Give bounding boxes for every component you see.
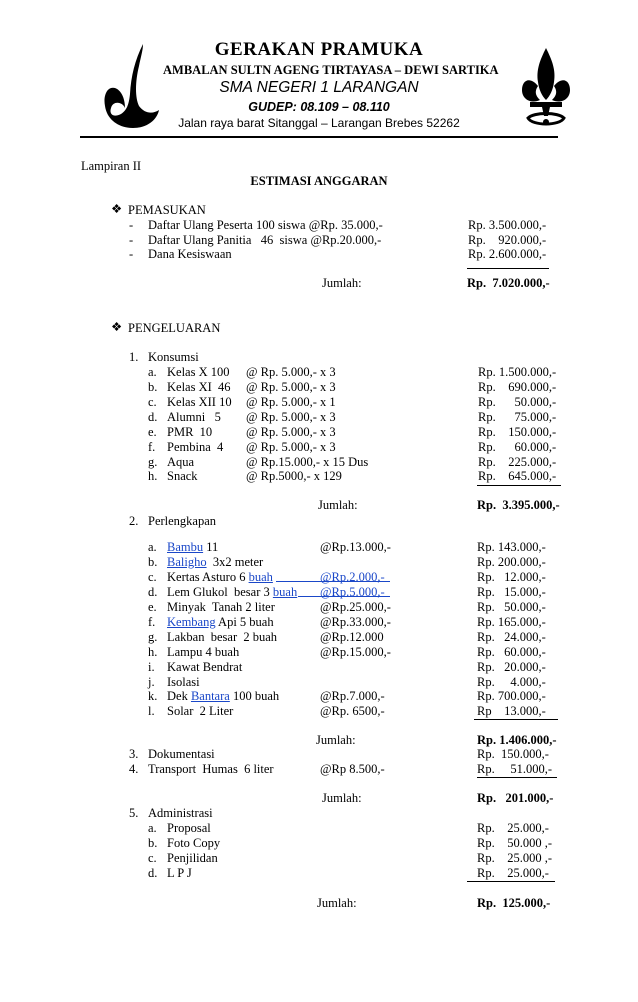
dash-marker: - [129,218,134,232]
sum-line [467,268,549,269]
item-letter: l. [148,704,155,718]
item-link[interactable]: Bantara [190,689,230,703]
item-name: PMR 10 [167,425,213,439]
item-name: Foto Copy [167,836,221,850]
pemasukan-heading: PEMASUKAN [128,203,206,217]
item-link[interactable]: buah [272,585,298,599]
item-link[interactable]: Baligho [167,555,207,569]
income-item-amount: Rp. 920.000,- [468,233,547,247]
gudep-number: GUDEP: 08.109 – 08.110 [248,100,390,114]
section-number: 4. [129,762,139,776]
item-letter: k. [148,689,158,703]
item-letter: e. [148,600,157,614]
item-price: @Rp.7.000,- [320,689,385,703]
section-title-administrasi: Administrasi [148,806,213,820]
item-letter: d. [148,866,158,880]
income-item-desc: Daftar Ulang Panitia 46 siswa @Rp.20.000,- [148,233,382,247]
item-amount: Rp. 60.000,- [477,645,546,659]
item-name: Kelas X 100 [167,365,230,379]
income-item-amount: Rp. 3.500.000,- [468,218,547,232]
item-amount: Rp. 12.000,- [477,570,546,584]
ambalan-name: AMBALAN SULTN AGENG TIRTAYASA – DEWI SARTIKA [163,63,499,77]
item-link[interactable]: buah [248,570,273,584]
item-amount: Rp. 50.000 ,- [477,836,552,850]
item-name: Pembina 4 [167,440,224,454]
item-link[interactable]: Kembang [167,615,216,629]
lampiran-label: Lampiran II [81,159,142,173]
income-item-desc: Daftar Ulang Peserta 100 siswa @Rp. 35.000,- [148,218,383,232]
income-item-amount: Rp. 2.600.000,- [468,247,547,261]
jumlah-label: Jumlah: [317,896,357,910]
item-amount: Rp. 200.000,- [477,555,546,569]
item-letter: a. [148,365,157,379]
perlengkapan-total: Rp. 1.406.000,- [477,733,557,747]
item-name [167,570,273,585]
jumlah-label: Jumlah: [322,276,362,290]
sum-line [477,485,561,486]
section-title-perlengkapan: Perlengkapan [148,514,217,528]
item-amount: Rp. 50.000,- [477,600,546,614]
header-divider [80,136,558,138]
item-name: Solar 2 Liter [167,704,234,718]
item-amount: Rp. 143.000,- [477,540,546,554]
item-name: Kawat Bendrat [167,660,243,674]
dok-transport-total: Rp. 201.000,- [477,791,554,805]
item-name: Alumni 5 [167,410,221,424]
item-name [167,555,263,570]
item-name: Snack [167,469,198,483]
income-item-desc: Dana Kesiswaan [148,247,232,261]
item-name: Aqua [167,455,195,469]
jumlah-label: Jumlah: [322,791,362,805]
section-number: 5. [129,806,139,820]
document-title: ESTIMASI ANGGARAN [250,174,388,188]
item-name: Kelas XII 10 [167,395,232,409]
item-price: @ Rp. 5.000,- x 1 [246,395,336,409]
dash-marker: - [129,233,134,247]
item-name-rest: 100 buah [229,689,280,703]
item-letter: f. [148,440,156,454]
item-name: Lampu 4 buah [167,645,240,659]
school-name: SMA NEGERI 1 LARANGAN [219,79,419,96]
item-letter: a. [148,821,157,835]
item-name: Isolasi [167,675,200,689]
item-name [167,689,279,704]
item-letter: b. [148,836,158,850]
item-name-rest: 3x2 meter [206,555,264,569]
konsumsi-total: Rp. 3.395.000,- [477,498,560,512]
item-letter: g. [148,630,158,644]
item-price: @ Rp. 5.000,- x 3 [246,380,336,394]
item-price: @ Rp. 5.000,- x 3 [246,425,336,439]
administrasi-total: Rp. 125.000,- [477,896,551,910]
income-total: Rp. 7.020.000,- [467,276,550,290]
item-name: L P J [167,866,192,880]
sum-line [474,719,558,720]
item-name: Proposal [167,821,211,835]
item-amount: Rp. 690.000,- [478,380,557,394]
item-name [167,615,274,630]
item-link[interactable]: Bambu [167,540,204,554]
jumlah-label: Jumlah: [318,498,358,512]
pengeluaran-heading: PENGELUARAN [128,321,221,335]
item-amount: Rp. 60.000,- [478,440,557,454]
item-price: @Rp.13.000,- [320,540,391,554]
item-price: @Rp.25.000,- [320,600,391,614]
item-letter: c. [148,570,157,584]
item-name: Kelas XI 46 [167,380,231,394]
section-number: 2. [129,514,139,528]
dokumentasi-amount: Rp. 150.000,- [477,747,549,761]
section-title-dokumentasi: Dokumentasi [148,747,215,761]
item-price: @Rp.5.000,- [320,585,385,599]
item-amount: Rp 13.000,- [477,704,546,718]
bullet-diamond-icon: ❖ [111,202,123,216]
section-title-konsumsi: Konsumsi [148,350,199,364]
item-amount: Rp. 645.000,- [478,469,557,483]
item-name-pre: Kertas Asturo 6 [167,570,249,584]
item-amount: Rp. 150.000,- [478,425,557,439]
section-number: 1. [129,350,139,364]
item-price: @ Rp. 5.000,- x 3 [246,440,336,454]
item-name: Lakban besar 2 buah [167,630,278,644]
item-letter: a. [148,540,157,554]
item-letter: f. [148,615,156,629]
item-name: Minyak Tanah 2 liter [167,600,275,614]
org-title: GERAKAN PRAMUKA [214,39,424,60]
item-amount: Rp. 50.000,- [478,395,557,409]
item-price: @ Rp. 5.000,- x 3 [246,365,336,379]
item-name-pre: Dek [167,689,191,703]
item-price: @Rp. 6500,- [320,704,385,718]
item-amount: Rp. 75.000,- [478,410,557,424]
item-letter: c. [148,851,157,865]
item-price: @ Rp.15.000,- x 15 Dus [246,455,369,469]
item-amount: Rp. 225.000,- [478,455,557,469]
item-name-rest: Api 5 buah [215,615,274,629]
item-name [167,585,297,600]
school-address: Jalan raya barat Sitanggal – Larangan Brebes 52262 [178,116,460,130]
item-letter: c. [148,395,157,409]
item-price: @Rp.15.000,- [320,645,391,659]
item-amount: Rp. 25.000 ,- [477,851,552,865]
item-price: @Rp.2.000,- [320,570,385,584]
item-letter: b. [148,380,158,394]
transport-amount: Rp. 51.000,- [477,762,552,776]
transport-price: @Rp 8.500,- [320,762,385,776]
item-price: @Rp.33.000,- [320,615,391,629]
dash-marker: - [129,247,134,261]
item-letter: b. [148,555,158,569]
item-letter: d. [148,410,158,424]
item-price: @ Rp.5000,- x 129 [246,469,342,483]
item-letter: g. [148,455,158,469]
item-price: @Rp.12.000 [320,630,384,644]
item-amount: Rp. 15.000,- [477,585,546,599]
item-price: @ Rp. 5.000,- x 3 [246,410,336,424]
item-letter: h. [148,645,158,659]
item-letter: d. [148,585,158,599]
item-name-rest: 11 [203,540,219,554]
item-amount: Rp. 25.000,- [477,866,549,880]
sum-line [477,777,557,778]
section-number: 3. [129,747,139,761]
item-letter: j. [148,675,155,689]
jumlah-label: Jumlah: [316,733,356,747]
item-amount: Rp. 25.000,- [477,821,549,835]
bullet-diamond-icon: ❖ [111,320,123,334]
sum-line [467,881,555,882]
item-letter: i. [148,660,155,674]
item-amount: Rp. 24.000,- [477,630,546,644]
item-amount: Rp. 1.500.000,- [478,365,557,379]
item-amount: Rp. 700.000,- [477,689,546,703]
item-name-pre: Lem Glukol besar 3 [167,585,273,599]
item-amount: Rp. 20.000,- [477,660,546,674]
section-title-transport: Transport Humas 6 liter [148,762,274,776]
item-letter: h. [148,469,158,483]
item-amount: Rp. 165.000,- [477,615,546,629]
item-name: Penjilidan [167,851,218,865]
item-name [167,540,218,555]
item-letter: e. [148,425,157,439]
item-amount: Rp. 4.000,- [477,675,546,689]
